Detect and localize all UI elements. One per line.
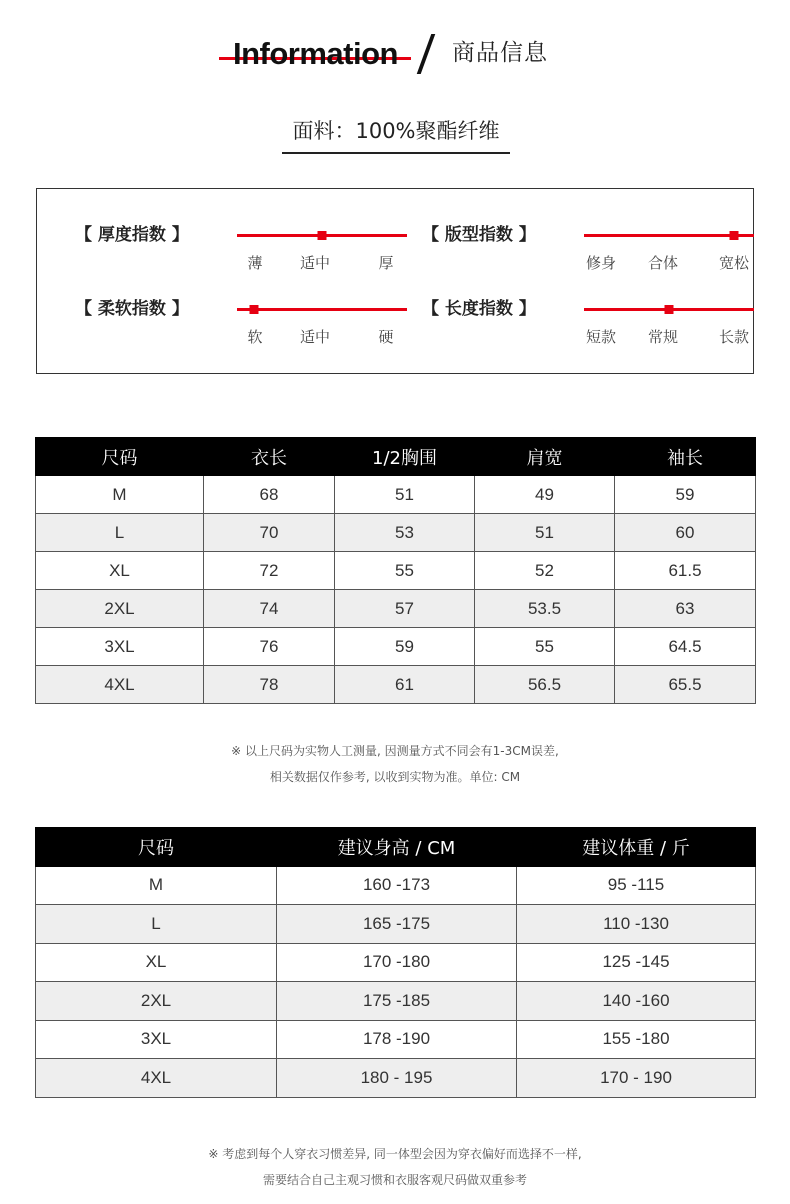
table-cell: 155 -180 bbox=[517, 1020, 756, 1059]
index-marker bbox=[318, 231, 327, 240]
table-cell: 51 bbox=[335, 476, 475, 514]
table-cell: 70 bbox=[204, 514, 335, 552]
index-softness bbox=[75, 297, 415, 357]
table-cell: 72 bbox=[204, 552, 335, 590]
table-cell: 49 bbox=[475, 476, 615, 514]
table-cell: 59 bbox=[615, 476, 756, 514]
table-cell: 2XL bbox=[36, 590, 204, 628]
index-option: 合体 bbox=[647, 254, 679, 272]
table-cell: 55 bbox=[335, 552, 475, 590]
brand-text: Information bbox=[233, 36, 398, 71]
table-row bbox=[36, 514, 756, 552]
table-cell: 56.5 bbox=[475, 666, 615, 704]
table-cell: 3XL bbox=[36, 1020, 277, 1059]
table-row bbox=[36, 590, 756, 628]
table-header-cell: 袖长 bbox=[615, 438, 756, 476]
table-header-cell: 尺码 bbox=[36, 828, 277, 867]
table-cell: 61.5 bbox=[615, 552, 756, 590]
table-cell: 4XL bbox=[36, 1059, 277, 1098]
index-track bbox=[237, 234, 407, 237]
index-track bbox=[584, 234, 754, 237]
table-cell: 175 -185 bbox=[277, 982, 517, 1021]
table-cell: XL bbox=[36, 943, 277, 982]
fit-note bbox=[0, 1141, 790, 1193]
index-option: 宽松 bbox=[718, 254, 750, 272]
index-option: 适中 bbox=[299, 254, 331, 272]
table-row bbox=[36, 866, 756, 905]
note-line: 相关数据仅作参考, 以收到实物为准。单位: CM bbox=[269, 770, 521, 784]
index-track bbox=[237, 308, 407, 311]
table-header-row bbox=[36, 438, 756, 476]
table-cell: 68 bbox=[204, 476, 335, 514]
index-label: 【 柔软指数 】 bbox=[75, 299, 189, 319]
table-cell: 60 bbox=[615, 514, 756, 552]
table-cell: 63 bbox=[615, 590, 756, 628]
table-header-cell: 1/2胸围 bbox=[335, 438, 475, 476]
table-cell: L bbox=[36, 905, 277, 944]
table-row bbox=[36, 982, 756, 1021]
table-row bbox=[36, 666, 756, 704]
table-header-cell: 衣长 bbox=[204, 438, 335, 476]
table-cell: 74 bbox=[204, 590, 335, 628]
size-table bbox=[35, 437, 756, 704]
header-title: 商品信息 bbox=[452, 40, 548, 66]
table-cell: 55 bbox=[475, 628, 615, 666]
index-marker bbox=[665, 305, 674, 314]
table-cell: 95 -115 bbox=[517, 866, 756, 905]
table-cell: 160 -173 bbox=[277, 866, 517, 905]
table-row bbox=[36, 628, 756, 666]
table-row bbox=[36, 943, 756, 982]
table-cell: 4XL bbox=[36, 666, 204, 704]
index-thickness bbox=[75, 223, 415, 283]
index-option: 硬 bbox=[378, 328, 394, 346]
table-cell: 53 bbox=[335, 514, 475, 552]
index-marker bbox=[250, 305, 259, 314]
table-header-cell: 建议身高 / CM bbox=[277, 828, 517, 867]
index-label: 【 版型指数 】 bbox=[422, 225, 536, 245]
index-option: 适中 bbox=[299, 328, 331, 346]
indices-box bbox=[36, 188, 754, 374]
table-cell: 110 -130 bbox=[517, 905, 756, 944]
table-cell: M bbox=[36, 476, 204, 514]
index-option: 长款 bbox=[718, 328, 750, 346]
table-cell: 78 bbox=[204, 666, 335, 704]
index-length bbox=[422, 297, 762, 357]
page-header bbox=[0, 28, 790, 80]
table-row bbox=[36, 1059, 756, 1098]
index-option: 软 bbox=[247, 328, 263, 346]
table-header-cell: 肩宽 bbox=[475, 438, 615, 476]
table-cell: 170 - 190 bbox=[517, 1059, 756, 1098]
table-cell: L bbox=[36, 514, 204, 552]
recommendation-table bbox=[35, 827, 756, 1098]
table-cell: 76 bbox=[204, 628, 335, 666]
measurement-note bbox=[0, 738, 790, 790]
table-cell: 180 - 195 bbox=[277, 1059, 517, 1098]
table-cell: 65.5 bbox=[615, 666, 756, 704]
table-cell: 57 bbox=[335, 590, 475, 628]
table-cell: 51 bbox=[475, 514, 615, 552]
table-cell: 2XL bbox=[36, 982, 277, 1021]
index-option: 修身 bbox=[585, 254, 617, 272]
brand-logo bbox=[219, 32, 411, 76]
table-cell: 125 -145 bbox=[517, 943, 756, 982]
note-line: ※ 考虑到每个人穿衣习惯差异, 同一体型会因为穿衣偏好而选择不一样, bbox=[208, 1147, 582, 1161]
index-option: 厚 bbox=[378, 254, 394, 272]
table-row bbox=[36, 905, 756, 944]
table-cell: 170 -180 bbox=[277, 943, 517, 982]
table-cell: 140 -160 bbox=[517, 982, 756, 1021]
header-slash-divider bbox=[417, 34, 436, 74]
index-option: 薄 bbox=[247, 254, 263, 272]
note-line: 需要结合自己主观习惯和衣服客观尺码做双重参考 bbox=[262, 1173, 527, 1187]
table-cell: 61 bbox=[335, 666, 475, 704]
table-header-cell: 建议体重 / 斤 bbox=[517, 828, 756, 867]
table-cell: M bbox=[36, 866, 277, 905]
index-option: 短款 bbox=[585, 328, 617, 346]
table-cell: 52 bbox=[475, 552, 615, 590]
index-track bbox=[584, 308, 754, 311]
table-row bbox=[36, 1020, 756, 1059]
table-header-cell: 尺码 bbox=[36, 438, 204, 476]
table-cell: 3XL bbox=[36, 628, 204, 666]
index-fit bbox=[422, 223, 762, 283]
table-cell: XL bbox=[36, 552, 204, 590]
table-header-row bbox=[36, 828, 756, 867]
table-cell: 59 bbox=[335, 628, 475, 666]
index-label: 【 长度指数 】 bbox=[422, 299, 536, 319]
table-row bbox=[36, 552, 756, 590]
fabric-info: 面料：100%聚酯纤维 bbox=[282, 114, 510, 154]
note-line: ※ 以上尺码为实物人工测量, 因测量方式不同会有1-3CM误差, bbox=[231, 744, 559, 758]
table-cell: 165 -175 bbox=[277, 905, 517, 944]
table-cell: 178 -190 bbox=[277, 1020, 517, 1059]
index-label: 【 厚度指数 】 bbox=[75, 225, 189, 245]
table-cell: 64.5 bbox=[615, 628, 756, 666]
index-option: 常规 bbox=[647, 328, 679, 346]
index-marker bbox=[729, 231, 738, 240]
table-cell: 53.5 bbox=[475, 590, 615, 628]
table-row bbox=[36, 476, 756, 514]
